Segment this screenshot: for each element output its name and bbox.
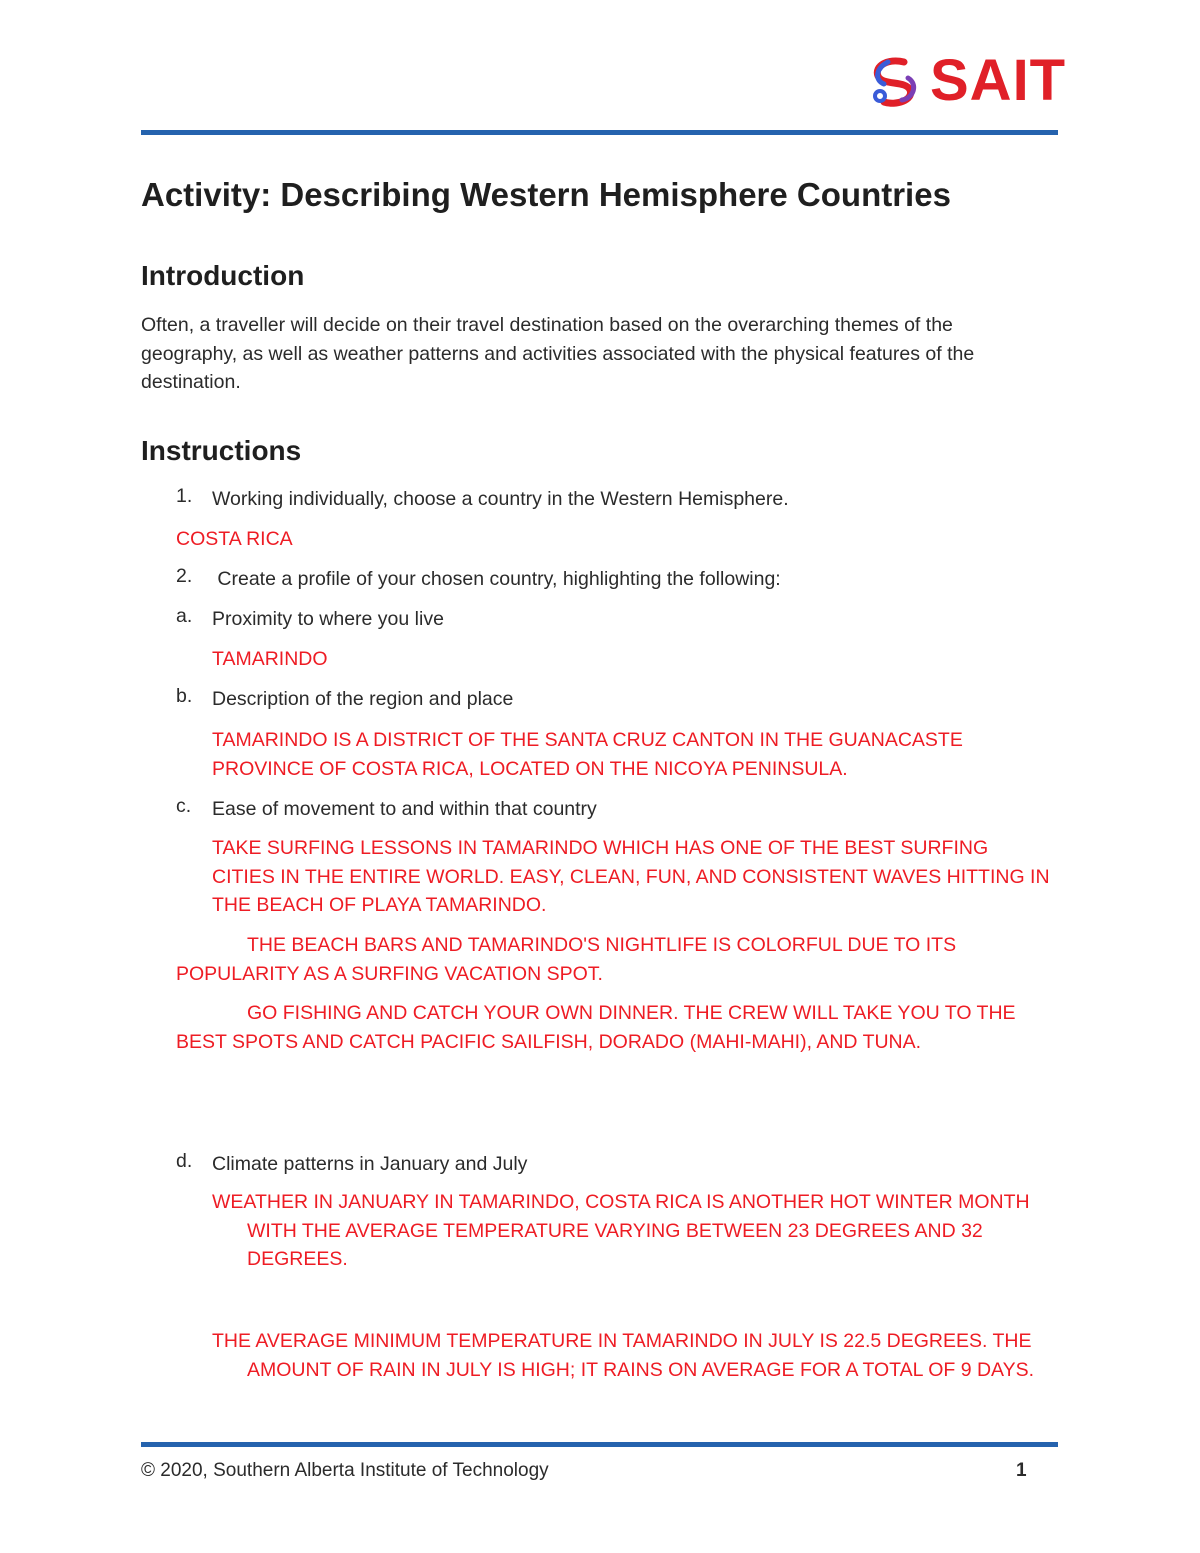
answer-country: COSTA RICA: [176, 528, 293, 550]
page-title: Activity: Describing Western Hemisphere Countries: [141, 176, 951, 213]
list-marker-b: b.: [176, 685, 193, 707]
answer-c-extra-2: GO FISHING AND CATCH YOUR OWN DINNER. THE CREW WILL TAKE YOU TO THE BEST SPOTS AND CATCH PACIFIC SAILFISH, DORADO (MAHI-MAHI), AND TUNA.: [176, 1002, 1016, 1053]
sub-item-d: Climate patterns in January and July: [212, 1153, 528, 1175]
header-rule: [141, 130, 1058, 135]
list-marker-1: 1.: [176, 485, 193, 507]
list-marker-c: c.: [176, 795, 192, 817]
list-marker-2: 2.: [176, 565, 193, 587]
list-marker-d: d.: [176, 1150, 193, 1172]
sub-item-a: Proximity to where you live: [212, 608, 444, 630]
sait-logo-mark-icon: [866, 56, 926, 108]
sub-item-c: Ease of movement to and within that country: [212, 798, 597, 820]
answer-b: TAMARINDO IS A DISTRICT OF THE SANTA CRUZ CANTON IN THE GUANACASTE PROVINCE OF COSTA RICA, LOCATED ON THE NICOYA PENINSULA.: [212, 729, 963, 780]
answer-c-extra-1: THE BEACH BARS AND TAMARINDO'S NIGHTLIFE IS COLORFUL DUE TO ITS POPULARITY AS A SURFING VACATION SPOT.: [176, 934, 957, 985]
instruction-item-2: Create a profile of your chosen country, highlighting the following:: [212, 568, 781, 590]
logo-wordmark: SAIT: [930, 48, 1067, 113]
instruction-item-1: Working individually, choose a country in the Western Hemisphere.: [212, 488, 789, 510]
answer-c: TAKE SURFING LESSONS IN TAMARINDO WHICH HAS ONE OF THE BEST SURFING CITIES IN THE ENTIRE WORLD. EASY, CLEAN, FUN, AND CONSISTENT WAVES HITTING IN THE BEACH OF PLAYA TAMARINDO.: [212, 837, 1050, 916]
footer-rule: [141, 1442, 1058, 1447]
list-marker-a: a.: [176, 605, 193, 627]
page-number: 1: [1016, 1460, 1027, 1481]
instructions-heading: Instructions: [141, 435, 302, 466]
footer-copyright: © 2020, Southern Alberta Institute of Technology: [141, 1460, 549, 1481]
answer-d-july: THE AVERAGE MINIMUM TEMPERATURE IN TAMARINDO IN JULY IS 22.5 DEGREES. THE AMOUNT OF RAIN IN JULY IS HIGH; IT RAINS ON AVERAGE FOR A TOTAL OF 9 DAYS.: [212, 1330, 1035, 1381]
answer-d-january: WEATHER IN JANUARY IN TAMARINDO, COSTA RICA IS ANOTHER HOT WINTER MONTH WITH THE AVERAGE TEMPERATURE VARYING BETWEEN 23 DEGREES AND 32 DEGREES.: [212, 1191, 1030, 1270]
sub-item-b: Description of the region and place: [212, 688, 514, 710]
introduction-paragraph: Often, a traveller will decide on their travel destination based on the overarching themes of the geography, as well as weather patterns and activities associated with the physical features of the destination.: [141, 314, 975, 393]
introduction-heading: Introduction: [141, 260, 305, 291]
answer-a: TAMARINDO: [212, 648, 328, 670]
